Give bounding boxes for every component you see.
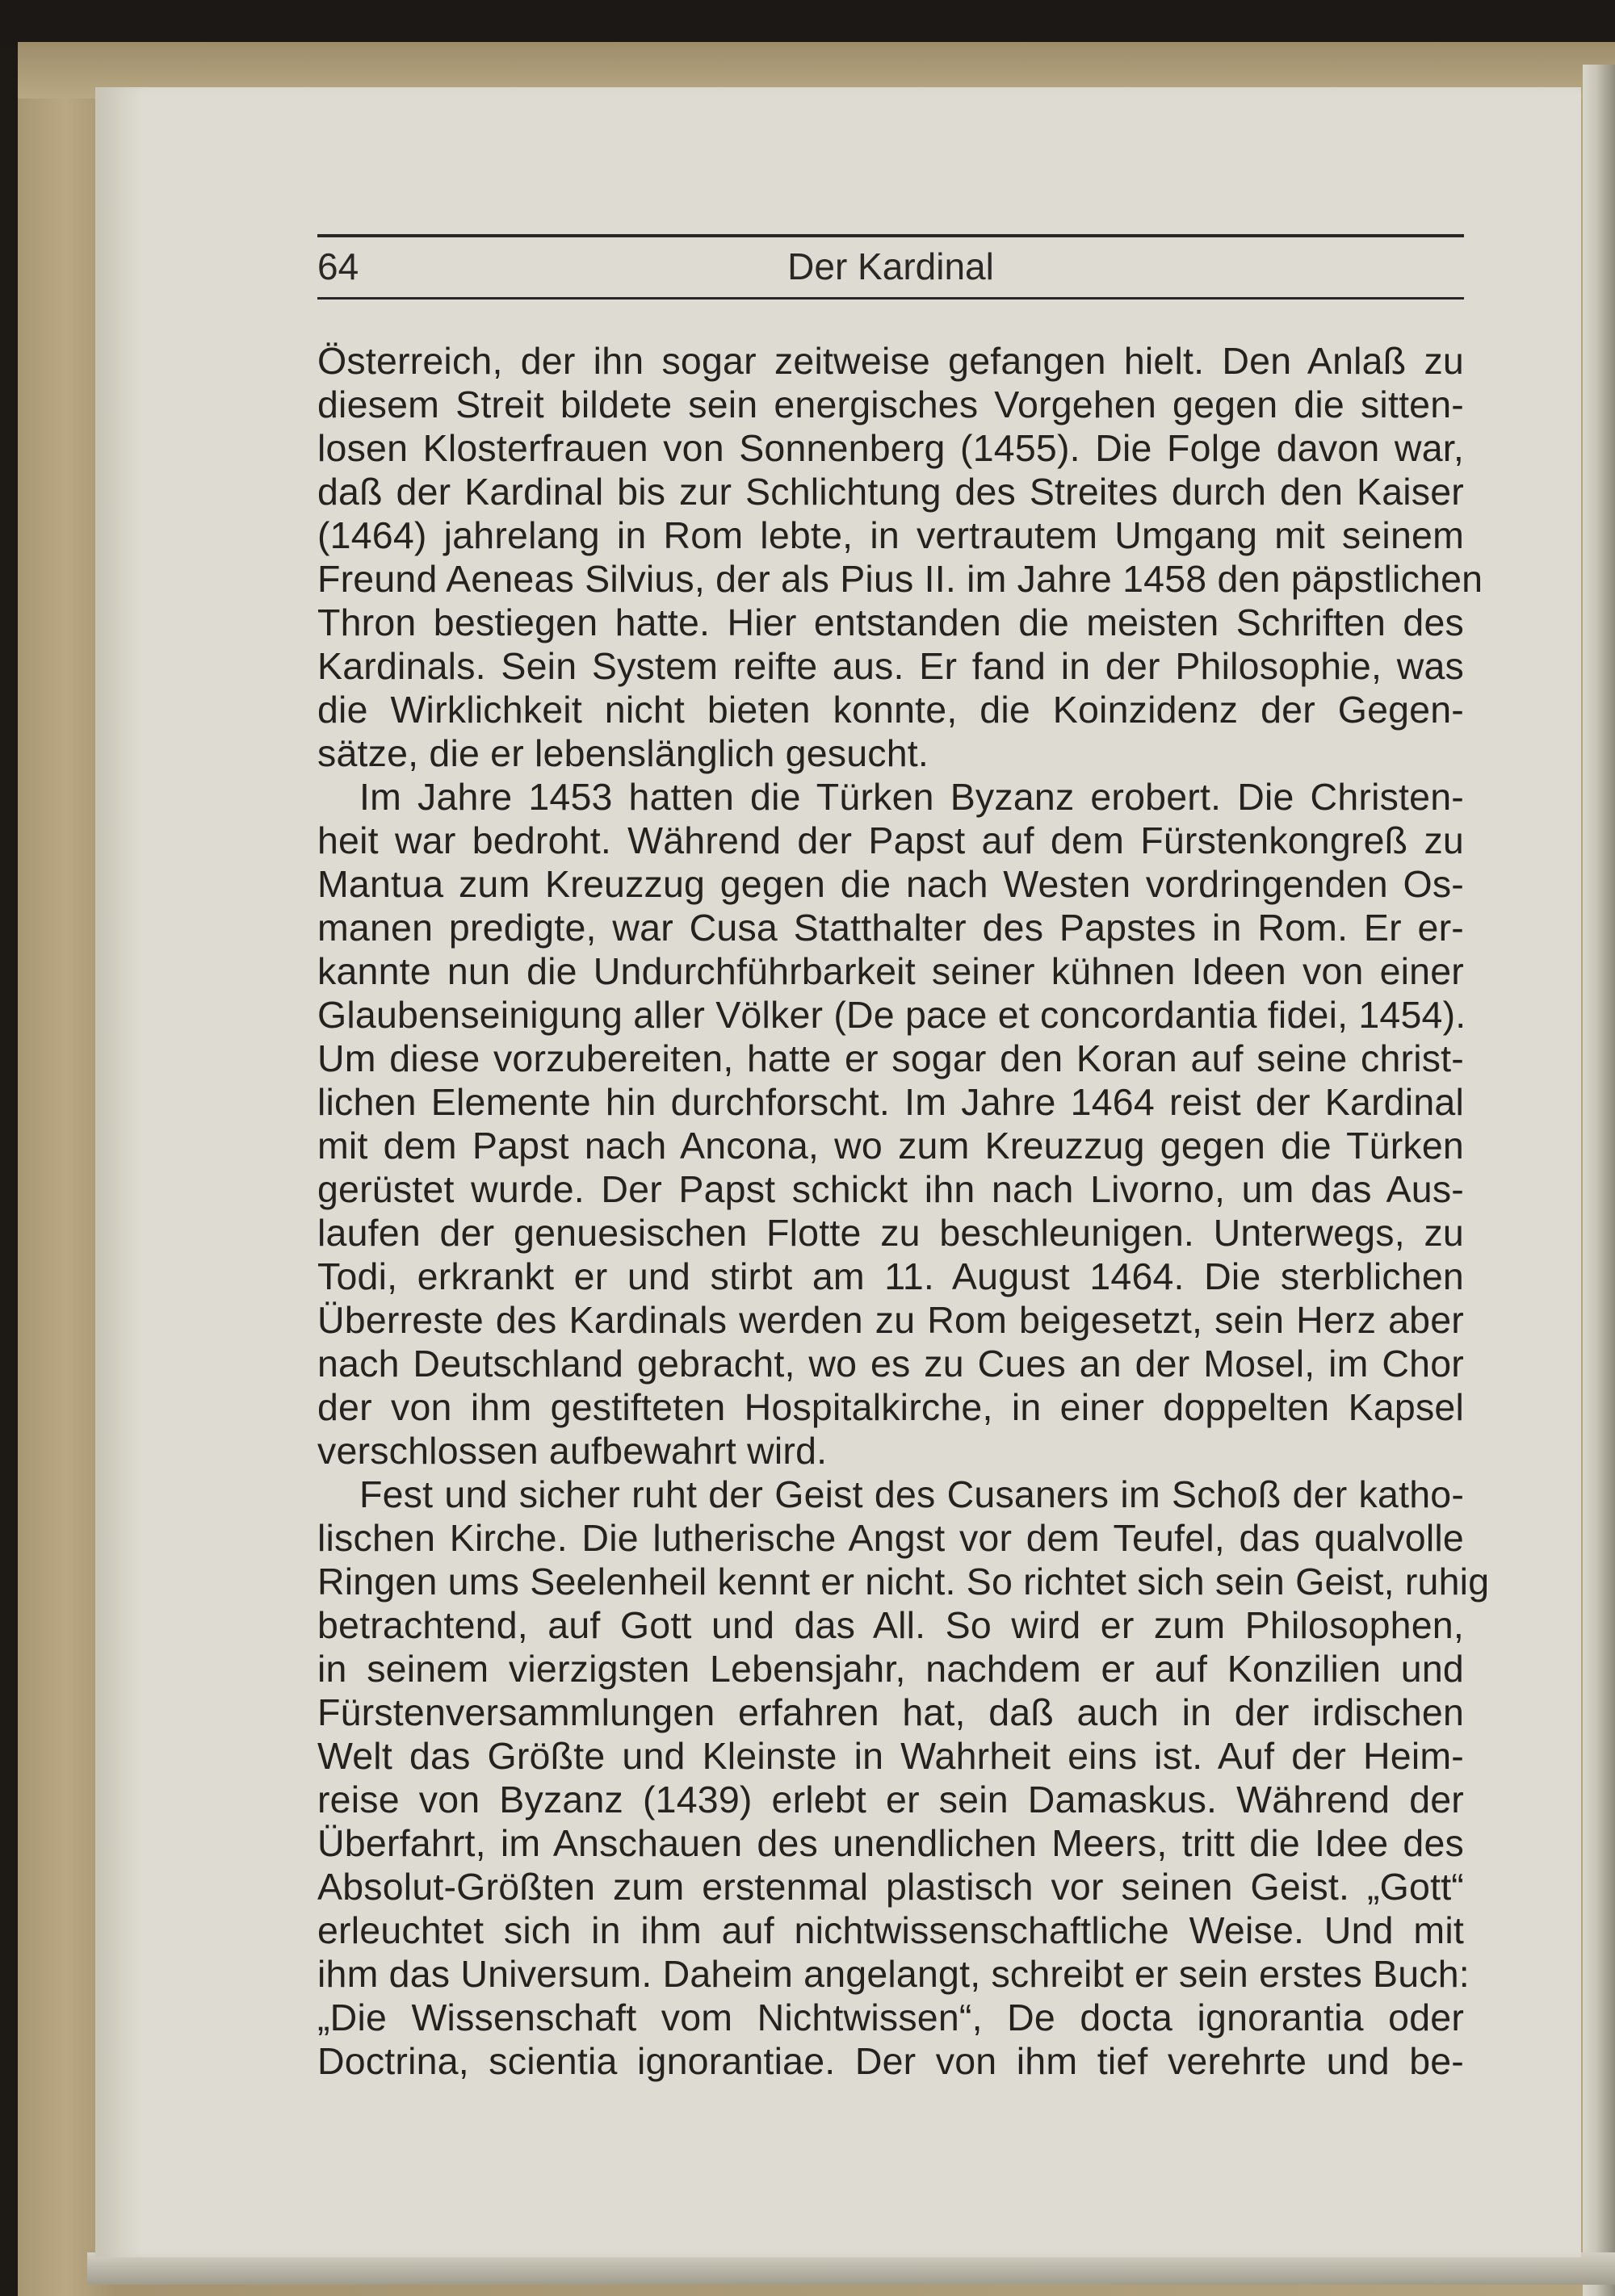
- text-line: Um diese vorzubereiten, hatte er sogar den Koran auf seine christ-: [317, 1037, 1464, 1079]
- running-title: Der Kardinal: [787, 245, 994, 287]
- text-line: in seinem vierzigsten Lebensjahr, nachdem er auf Konzilien und: [317, 1648, 1464, 1690]
- text-line: „Die Wissenschaft vom Nichtwissen“, De docta ignorantia oder: [317, 1996, 1464, 2038]
- text-line: Im Jahre 1453 hatten die Türken Byzanz erobert. Die Christen-: [359, 776, 1464, 818]
- text-line: Freund Aeneas Silvius, der als Pius II. im Jahre 1458 den päpstlichen: [317, 558, 1483, 600]
- text-line: Österreich, der ihn sogar zeitweise gefangen hielt. Den Anlaß zu: [317, 340, 1464, 382]
- header-rule-bottom: [317, 297, 1464, 300]
- text-line: (1464) jahrelang in Rom lebte, in vertrautem Umgang mit seinem: [317, 514, 1464, 556]
- text-line: Überfahrt, im Anschauen des unendlichen Meers, tritt die Idee des: [317, 1822, 1464, 1864]
- text-line: daß der Kardinal bis zur Schlichtung des Streites durch den Kaiser: [317, 471, 1464, 513]
- text-line: Todi, erkrankt er und stirbt am 11. August 1464. Die sterblichen: [317, 1255, 1464, 1297]
- text-line: Mantua zum Kreuzzug gegen die nach Westen vordringenden Os-: [317, 863, 1464, 905]
- page-gutter-shadow: [95, 87, 144, 2257]
- page-edge-bottom: [87, 2252, 1615, 2285]
- text-line: Doctrina, scientia ignorantiae. Der von ihm tief verehrte und be-: [317, 2040, 1464, 2082]
- text-line: die Wirklichkeit nicht bieten konnte, die Koinzidenz der Gegen-: [317, 689, 1464, 731]
- text-line: lichen Elemente hin durchforscht. Im Jahre 1464 reist der Kardinal: [317, 1081, 1464, 1123]
- text-line: Thron bestiegen hatte. Hier entstanden die meisten Schriften des: [317, 601, 1464, 643]
- body-text: [317, 339, 1490, 2083]
- text-line: verschlossen aufbewahrt wird.: [317, 1430, 828, 1472]
- background-dark: [0, 0, 1615, 48]
- text-line: Kardinals. Sein System reifte aus. Er fand in der Philosophie, was: [317, 645, 1464, 687]
- text-line: der von ihm gestifteten Hospitalkirche, in einer doppelten Kapsel: [317, 1386, 1464, 1428]
- text-line: losen Klosterfrauen von Sonnenberg (1455). Die Folge davon war,: [317, 427, 1464, 469]
- text-line: nach Deutschland gebracht, wo es zu Cues an der Mosel, im Chor: [317, 1343, 1464, 1385]
- text-line: lischen Kirche. Die lutherische Angst vor dem Teufel, das qualvolle: [317, 1517, 1464, 1559]
- text-line: diesem Streit bildete sein energisches Vorgehen gegen die sitten-: [317, 383, 1464, 425]
- text-line: Fürstenversammlungen erfahren hat, daß auch in der irdischen: [317, 1691, 1464, 1733]
- text-line: Überreste des Kardinals werden zu Rom beigesetzt, sein Herz aber: [317, 1299, 1464, 1341]
- text-line: reise von Byzanz (1439) erlebt er sein Damaskus. Während der: [317, 1779, 1464, 1820]
- text-line: Glaubenseinigung aller Völker (De pace et concordantia fidei, 1454).: [317, 994, 1466, 1036]
- text-line: laufen der genuesischen Flotte zu beschleunigen. Unterwegs, zu: [317, 1212, 1464, 1254]
- header-rule-top: [317, 234, 1464, 237]
- text-line: Ringen ums Seelenheil kennt er nicht. So richtet sich sein Geist, ruhig: [317, 1561, 1490, 1603]
- text-line: mit dem Papst nach Ancona, wo zum Kreuzzug gegen die Türken: [317, 1125, 1464, 1167]
- text-line: gerüstet wurde. Der Papst schickt ihn nach Livorno, um das Aus-: [317, 1168, 1464, 1210]
- text-line: manen predigte, war Cusa Statthalter des Papstes in Rom. Er er-: [317, 907, 1464, 949]
- text-line: ihm das Universum. Daheim angelangt, schreibt er sein erstes Buch:: [317, 1953, 1470, 1995]
- page-edge-right: [1583, 65, 1615, 2296]
- text-line: kannte nun die Undurchführbarkeit seiner kühnen Ideen von einer: [317, 950, 1464, 992]
- text-line: sätze, die er lebenslänglich gesucht.: [317, 732, 929, 774]
- text-line: heit war bedroht. Während der Papst auf dem Fürstenkongreß zu: [317, 819, 1464, 861]
- text-line: Welt das Größte und Kleinste in Wahrheit eins ist. Auf der Heim-: [317, 1735, 1464, 1777]
- text-line: erleuchtet sich in ihm auf nichtwissenschaftliche Weise. Und mit: [317, 1909, 1464, 1951]
- text-line: betrachtend, auf Gott und das All. So wird er zum Philosophen,: [317, 1604, 1464, 1646]
- page-number: 64: [317, 245, 359, 287]
- text-line: Fest und sicher ruht der Geist des Cusaners im Schoß der katho-: [359, 1473, 1464, 1515]
- text-line: Absolut-Größten zum erstenmal plastisch vor seinen Geist. „Gott“: [317, 1866, 1464, 1908]
